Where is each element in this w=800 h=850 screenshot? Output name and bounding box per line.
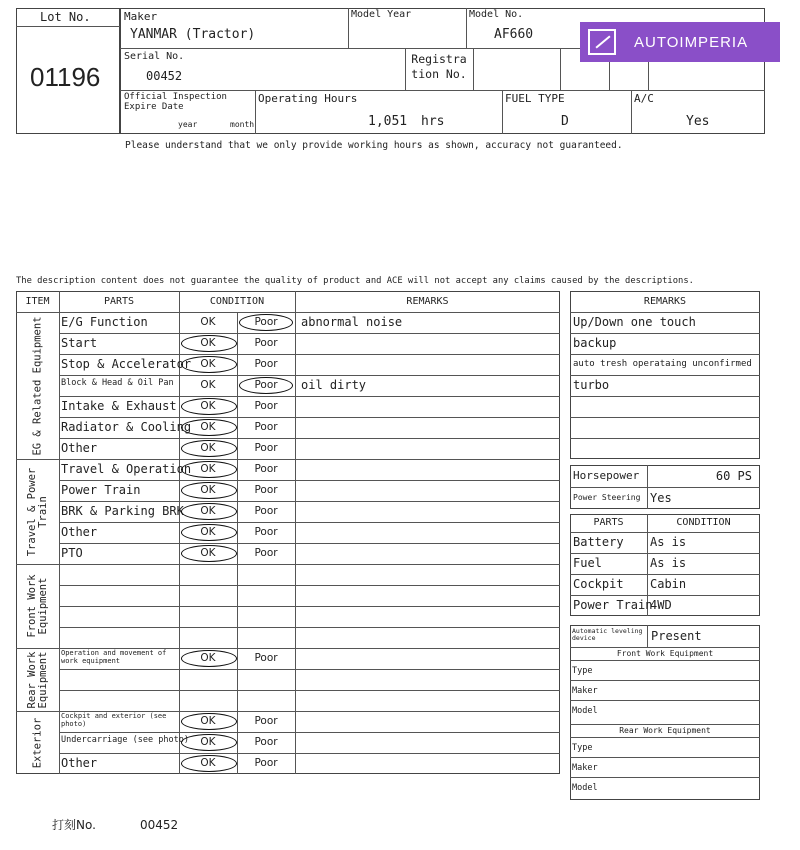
group-label: Rear Work Equipment xyxy=(25,651,49,708)
ok-option[interactable]: OK xyxy=(200,316,216,328)
remark-line: Up/Down one touch xyxy=(573,315,696,329)
divider xyxy=(59,396,560,397)
selected-condition-circle xyxy=(181,545,237,562)
poor-option[interactable]: Poor xyxy=(254,652,278,664)
poor-option[interactable]: Poor xyxy=(254,421,278,433)
divider xyxy=(405,48,406,90)
poor-option[interactable]: Poor xyxy=(254,379,278,391)
part-label: Radiator & Cooling xyxy=(61,420,192,434)
part-label: Other xyxy=(61,441,98,455)
part-label: Start xyxy=(61,336,98,350)
part-condition: Cabin xyxy=(650,577,687,591)
group-label: Exterior xyxy=(30,717,43,768)
divider xyxy=(59,480,560,481)
divider xyxy=(570,660,760,661)
remarks-header: REMARKS xyxy=(643,296,687,307)
divider xyxy=(631,90,632,134)
ok-option[interactable]: OK xyxy=(200,757,216,769)
poor-option[interactable]: Poor xyxy=(254,337,278,349)
divider xyxy=(570,553,760,554)
selected-condition-circle xyxy=(181,503,237,520)
header-item: ITEM xyxy=(25,296,50,307)
divider xyxy=(16,459,560,460)
rear-work-title: Rear Work Equipment xyxy=(619,726,711,735)
part-condition: 4WD xyxy=(650,598,672,612)
divider xyxy=(570,312,760,313)
operating-hours-label: Operating Hours xyxy=(258,92,358,105)
selected-condition-circle xyxy=(181,398,237,415)
ok-option[interactable]: OK xyxy=(200,547,216,559)
fuel-type-value: D xyxy=(561,114,569,129)
part-label: Undercarriage (see photo) xyxy=(61,735,189,745)
divider xyxy=(59,753,560,754)
selected-condition-circle xyxy=(181,524,237,541)
part-name: Fuel xyxy=(573,556,602,570)
part-condition: As is xyxy=(650,535,687,549)
divider xyxy=(16,312,560,313)
poor-option[interactable]: Poor xyxy=(254,526,278,538)
steering-value: Yes xyxy=(650,491,672,505)
divider xyxy=(570,737,760,738)
divider xyxy=(560,48,561,90)
selected-condition-circle xyxy=(181,713,237,730)
divider xyxy=(59,669,560,670)
divider xyxy=(570,354,760,355)
model-no-value: AF660 xyxy=(494,27,534,42)
divider xyxy=(570,647,760,648)
part-label: PTO xyxy=(61,546,83,560)
divider xyxy=(59,585,560,586)
front-work-title: Front Work Equipment xyxy=(616,649,714,658)
remark-text: oil dirty xyxy=(301,378,367,392)
month-label: month xyxy=(230,120,255,129)
divider xyxy=(502,90,503,134)
poor-option[interactable]: Poor xyxy=(254,358,278,370)
selected-condition-circle xyxy=(181,440,237,457)
ac-value: Yes xyxy=(686,114,710,129)
divider xyxy=(570,724,760,725)
lot-number: 01196 xyxy=(30,62,101,92)
selected-condition-circle xyxy=(181,419,237,436)
divider xyxy=(59,690,560,691)
steering-label: Power Steering xyxy=(573,493,641,502)
logo-icon xyxy=(588,29,616,55)
year-label: year xyxy=(178,120,198,129)
maker-label: Maker xyxy=(124,10,158,23)
part-label: E/G Function xyxy=(61,315,148,329)
part-label: Stop & Accelerator xyxy=(61,357,192,371)
ok-option[interactable]: OK xyxy=(200,526,216,538)
serial-label: Serial No. xyxy=(124,51,185,62)
ok-option[interactable]: OK xyxy=(200,715,216,727)
disclaimer: The description content does not guarantee the quality of product and ACE will not accept any claims caused by the descriptions. xyxy=(16,276,694,286)
model-label: Model xyxy=(572,783,598,793)
part-condition: As is xyxy=(650,556,687,570)
registration-label: Registration No. xyxy=(411,52,467,81)
poor-option[interactable]: Poor xyxy=(254,715,278,727)
divider xyxy=(255,90,256,134)
poor-option[interactable]: Poor xyxy=(254,484,278,496)
remark-line: turbo xyxy=(573,378,610,392)
model-label: Model xyxy=(572,706,598,716)
ok-option[interactable]: OK xyxy=(200,358,216,370)
selected-condition-circle xyxy=(181,482,237,499)
parts-header: PARTS xyxy=(593,517,624,528)
type-label: Type xyxy=(572,743,593,753)
divider xyxy=(295,291,296,774)
selected-condition-circle xyxy=(239,377,293,394)
logo-text: AUTOIMPERIA xyxy=(634,33,749,51)
maker-value: YANMAR (Tractor) xyxy=(130,27,256,42)
poor-option[interactable]: Poor xyxy=(254,316,278,328)
autoimperia-logo xyxy=(580,22,780,62)
divider xyxy=(120,90,765,91)
divider xyxy=(59,417,560,418)
selected-condition-circle xyxy=(181,356,237,373)
ok-option[interactable]: OK xyxy=(200,652,216,664)
group-label: EG & Related Equipment xyxy=(30,315,43,456)
horsepower-value: 60 PS xyxy=(715,469,752,483)
hours-note: Please understand that we only provide working hours as shown, accuracy not guaranteed. xyxy=(125,140,623,151)
divider xyxy=(466,8,467,48)
operating-hours-unit: hrs xyxy=(421,114,445,129)
poor-option[interactable]: Poor xyxy=(254,463,278,475)
divider xyxy=(570,680,760,681)
header-parts: PARTS xyxy=(103,296,135,307)
divider xyxy=(570,532,760,533)
part-name: Cockpit xyxy=(573,577,624,591)
horsepower-label: Horsepower xyxy=(573,469,640,482)
divider xyxy=(59,606,560,607)
type-label: Type xyxy=(572,666,593,676)
poor-option[interactable]: Poor xyxy=(254,736,278,748)
part-name: Power Train xyxy=(573,598,653,612)
divider xyxy=(570,777,760,778)
divider xyxy=(120,48,580,49)
poor-option[interactable]: Poor xyxy=(254,442,278,454)
remark-line: backup xyxy=(573,336,617,350)
inspection-label-2: Expire Date xyxy=(124,102,184,112)
divider xyxy=(570,396,760,397)
ok-option[interactable]: OK xyxy=(200,736,216,748)
ok-option[interactable]: OK xyxy=(200,484,216,496)
part-label: Travel & Operation xyxy=(61,462,192,476)
ok-option[interactable]: OK xyxy=(200,400,216,412)
part-label: Intake & Exhaust xyxy=(61,399,177,413)
ok-option[interactable]: OK xyxy=(200,505,216,517)
divider xyxy=(647,625,648,647)
header-condition: CONDITION xyxy=(209,296,265,307)
divider xyxy=(16,564,560,565)
divider xyxy=(59,501,560,502)
part-label: BRK & Parking BRK xyxy=(61,504,184,518)
part-label: Block & Head & Oil Pan xyxy=(61,378,174,388)
ok-option[interactable]: OK xyxy=(200,421,216,433)
maker-label: Maker xyxy=(572,686,598,696)
maker-label: Maker xyxy=(572,763,598,773)
stamp-label: 打刻No. xyxy=(52,818,96,832)
ac-label: A/C xyxy=(634,92,654,105)
model-no-label: Model No. xyxy=(469,9,524,20)
divider xyxy=(59,438,560,439)
poor-option[interactable]: Poor xyxy=(254,547,278,559)
divider xyxy=(570,595,760,596)
divider xyxy=(570,417,760,418)
divider xyxy=(473,48,474,90)
ok-option[interactable]: OK xyxy=(200,463,216,475)
auto-level-value: Present xyxy=(651,629,702,643)
ok-option[interactable]: OK xyxy=(200,379,216,391)
divider xyxy=(59,522,560,523)
selected-condition-circle xyxy=(181,755,237,772)
stamp-number: 00452 xyxy=(140,818,179,832)
divider xyxy=(59,732,560,733)
auto-level-label: Automatic leveling device xyxy=(572,627,643,643)
poor-option[interactable]: Poor xyxy=(254,505,278,517)
serial-value: 00452 xyxy=(146,69,183,83)
remark-text: abnormal noise xyxy=(301,315,403,329)
condition-header: CONDITION xyxy=(676,517,731,528)
divider xyxy=(570,574,760,575)
selected-condition-circle xyxy=(181,734,237,751)
operating-hours-value: 1,051 xyxy=(368,114,408,129)
divider xyxy=(570,487,760,488)
selected-condition-circle xyxy=(181,650,237,667)
divider xyxy=(59,333,560,334)
divider xyxy=(570,333,760,334)
ok-option[interactable]: OK xyxy=(200,337,216,349)
divider xyxy=(570,757,760,758)
part-label: Other xyxy=(61,525,98,539)
group-label: Front Work Equipment xyxy=(25,574,49,638)
selected-condition-circle xyxy=(181,335,237,352)
selected-condition-circle xyxy=(181,461,237,478)
divider xyxy=(59,543,560,544)
divider xyxy=(348,8,349,48)
fuel-type-label: FUEL TYPE xyxy=(505,92,565,105)
remark-line: auto tresh operataing unconfirmed xyxy=(573,359,752,369)
divider xyxy=(59,375,560,376)
part-label: Power Train xyxy=(61,483,141,497)
part-label: Other xyxy=(61,756,98,770)
part-label: Cockpit and exterior (see photo) xyxy=(61,712,167,728)
lot-label: Lot No. xyxy=(40,10,91,24)
divider xyxy=(16,26,120,27)
divider xyxy=(59,627,560,628)
poor-option[interactable]: Poor xyxy=(254,400,278,412)
ok-option[interactable]: OK xyxy=(200,442,216,454)
part-label: Operation and movement of work equipment xyxy=(61,649,167,665)
divider xyxy=(570,438,760,439)
poor-option[interactable]: Poor xyxy=(254,757,278,769)
group-label: Travel & Power Train xyxy=(25,467,49,556)
model-year-label: Model Year xyxy=(351,9,412,20)
divider xyxy=(59,354,560,355)
part-name: Battery xyxy=(573,535,624,549)
divider xyxy=(570,700,760,701)
selected-condition-circle xyxy=(239,314,293,331)
inspection-label-1: Official Inspection xyxy=(124,92,227,102)
divider xyxy=(647,465,648,509)
header-remarks: REMARKS xyxy=(406,296,449,307)
divider xyxy=(570,375,760,376)
divider xyxy=(59,291,60,774)
